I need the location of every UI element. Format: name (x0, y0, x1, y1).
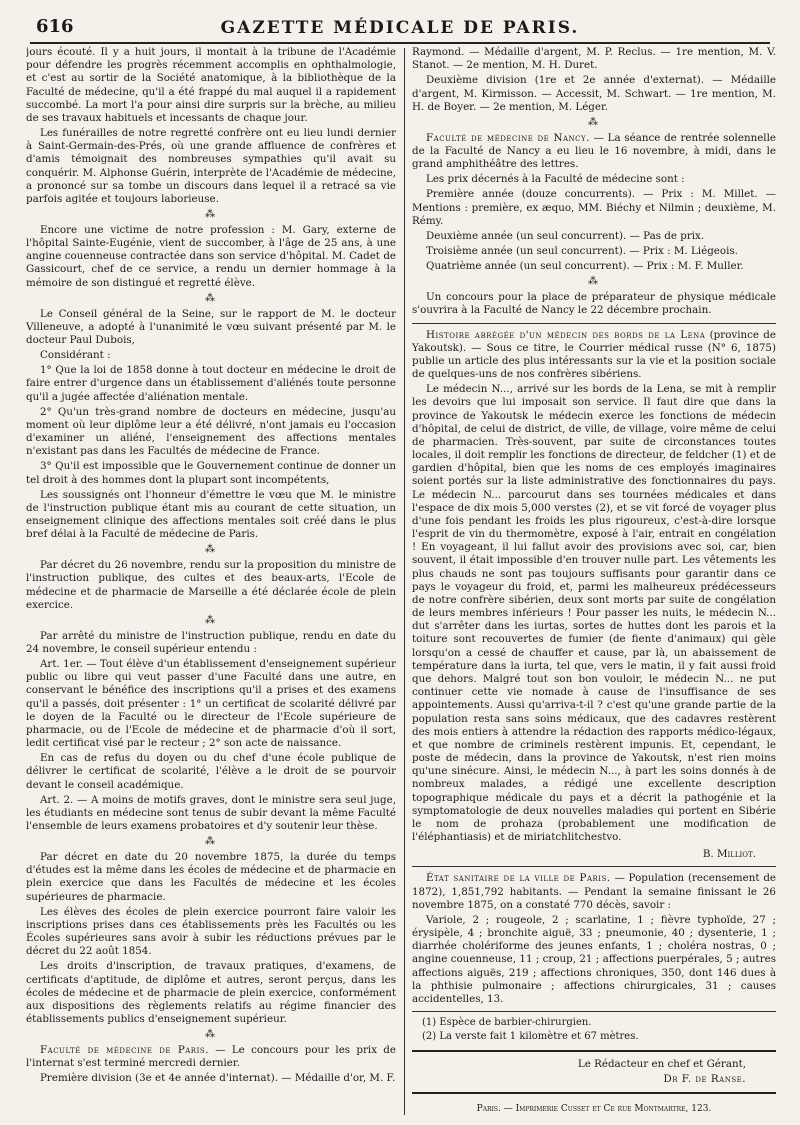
editor-block (412, 1058, 776, 1086)
first-division-paragraph: Première division (3e et 4e année d'internat). — Médaille d'or, M. F. (40, 1072, 396, 1085)
footnote-2: (2) La verste fait 1 kilomètre et 67 mètres. (422, 1030, 639, 1042)
arrete-paragraph: Par arrêté du ministre de l'instruction publique, rendu en date du 24 novembre, le conseil supérieur entendu : (26, 629, 396, 655)
prize-year-4: Quatrième année (un seul concurrent). — Prix : M. F. Muller. (426, 260, 744, 273)
printer-line: Paris. — Imprimerie Cusset et Ce rue Montmartre, 123. (476, 1104, 712, 1115)
prizes-intro: Les prix décernés à la Faculté de médecine sont : (426, 173, 685, 186)
considerant-item: 3° Qu'il est impossible que le Gouvernement continue de donner un tel droit à des hommes dont la plupart sont incompétents, (26, 460, 396, 486)
decree-duration-paragraph: Par décret en date du 20 novembre 1875, la durée du temps d'études est la même dans les écoles de médecine et de pharmacie en plein exercice que dans les Facultés de médecine et les écoles supérieures de pharmacie. (26, 851, 396, 903)
paris-faculty-body: — Le concours pour les prix de l'internat s'est terminé mercredi dernier. (26, 1044, 396, 1070)
left-column (26, 46, 396, 1117)
decree-marseille-paragraph: Par décret du 26 novembre, rendu sur la proposition du ministre de l'instruction publique, des cultes et des beaux-arts, l'Ecole de médecine et de pharmacie de Marseille a été déclarée école de plein exercice. (26, 559, 396, 611)
funeral-paragraph: Les funérailles de notre regretté confrère ont eu lieu lundi dernier à Saint-Germain-des-Prés, où une grande affluence de confrères et d'amis témoignait des nombreuses sympathies qu'il avait su conquérir. M. Alphonse Guérin, interprète de l'Académie de médecine, a prononcé sur sa tombe un discours dans lequel il a retracé sa vie parfois agitée et toujours laborieuse. (26, 127, 396, 205)
section-separator: ⁂ (205, 614, 217, 626)
lena-heading: Histoire abrégée d'un médecin des bords de la Lena (426, 328, 706, 341)
obituary-paragraph: jours écouté. Il y a huit jours, il montait à la tribune de l'Académie pour défendre les progrès récemment accomplis en ophthalmologie, et c'est au sortir de la Société anatomique, à la bibliothèque de la Faculté de médecine, qu'il a été frappé du mal auquel il a rapidement succombé. La mort l'a pour ainsi dire surpris sur la brèche, au milieu de ses travaux habituels et incessants de chaque jour. (26, 46, 396, 124)
journal-title: GAZETTE MÉDICALE DE PARIS. (220, 18, 580, 38)
section-rule (412, 323, 776, 324)
prize-continuation: Raymond. — Médaille d'argent, M. P. Reclus. — 1re mention, M. V. Stanot. — 2e mention, M. H. Duret. (412, 46, 776, 72)
paris-faculty-paragraph (26, 1044, 396, 1070)
section-rule (412, 866, 776, 867)
article-2: Art. 2. — A moins de motifs graves, dont le ministre sera seul juge, les étudiants en médecine sont tenus de subir devant la même Faculté l'ensemble de leurs examens probatoires et d'y soutenir leur thèse. (26, 793, 396, 833)
considerant-item: 2° Qu'un très-grand nombre de docteurs en médecine, jusqu'au moment où leur diplôme leur a été délivré, n'ont jamais eu l'occasion d'examiner un aliéné, l'enseignement des affections mentales n'existant pas dans les Facultés de médecine de France. (26, 405, 396, 458)
article-1-refusal: En cas de refus du doyen ou du chef d'une école publique de délivrer le certificat de scolarité, l'élève a le droit de se pourvoir devant le conseil académique. (26, 752, 396, 791)
second-division-paragraph: Deuxième division (1re et 2e année d'externat). — Médaille d'argent, M. Kirmisson. — Accessit, M. Schwart. — 1re mention, M. H. de Boyer. — 2e mention, M. Léger. (412, 74, 776, 113)
page-number: 616 (36, 16, 74, 37)
wish-paragraph: Les soussignés ont l'honneur d'émettre le vœu que M. le ministre de l'instruction publique étant mis au courant de cette situation, un enseignement clinique des affections mentales soit créé dans le plus bref délai à la Faculté de médecine de Paris. (26, 488, 396, 541)
right-column (412, 46, 776, 1117)
council-paragraph: Le Conseil général de la Seine, sur le rapport de M. le docteur Villeneuve, a adopté à l'unanimité le vœu suivant présenté par M. le docteur Paul Dubois, (26, 307, 396, 346)
nancy-concours-paragraph: Un concours pour la place de préparateur de physique médicale s'ouvrira à la Faculté de Nancy le 22 décembre prochain. (412, 291, 776, 317)
column-divider (404, 48, 405, 1115)
fees-paragraph: Les droits d'inscription, de travaux pratiques, d'examens, de certificats d'aptitude, de diplôme et autres, seront perçus, dans les écoles de médecine et de pharmacie de plein exercice, conformément aux dispositions des règlements relatifs au régime financier des établissements publics d'enseignement supérieur. (26, 960, 396, 1026)
footnote-1: (1) Espèce de barbier-chirurgien. (422, 1017, 592, 1029)
nancy-faculty-body: — La séance de rentrée solennelle de la Faculté de Nancy a eu lieu le 16 novembre, à midi, dans le grand amphithéâtre des lettres. (412, 131, 776, 170)
sanitary-state-heading: État sanitaire de la ville de Paris. (426, 872, 611, 885)
prize-year-2: Deuxième année (un seul concurrent). — Pas de prix. (426, 229, 705, 242)
section-separator: ⁂ (205, 1029, 217, 1041)
nancy-faculty-heading: Faculté de médecine de Nancy. (426, 131, 590, 144)
inscriptions-paragraph: Les élèves des écoles de plein exercice pourront faire valoir les inscriptions prises dans ces établissements près les Facultés ou les Écoles supérieures sans avoir à subir les réductions prévues par le décret du 22 août 1854. (26, 905, 396, 958)
paris-faculty-heading: Faculté de médecine de Paris. (40, 1044, 209, 1057)
editor-line: Le Rédacteur en chef et Gérant, (577, 1057, 746, 1070)
prize-year-1: Première année (douze concurrents). — Prix : M. Millet. — Mentions : première, ex æquo, MM. Biéchy et Nilmin ; deuxième, M. Rémy. (412, 188, 776, 227)
lena-story-paragraph: Le médecin N..., arrivé sur les bords de la Lena, se mit à remplir les devoirs que lui imposait son service. Il faut dire que dans la province de Yakoutsk le médecin exerce les fonctions de médecin d'hôpital, de celui de district, de ville, de village, voire même de celui de pharmacien. Très-souvent, par suite de circonstances toutes locales, il doit remplir les fonctions de directeur, de feldcher (1) et de gardien d'hôpital, bien que les noms de ces employés imaginaires soient portés sur la liste administrative des fonctionnaires du pays. Le médecin N... parcourut dans ses tournées médicales et dans l'espace de dix mois 5,000 verstes (2), et se vit forcé de voyager plus d'une fois pendant les froids les plus rigoureux, c'est-à-dire lorsque l'esprit de vin du thermomètre, exposé à l'air, entrait en congélation ! En voyageant, il lui fallut avoir des provisions avec soi, car, bien souvent, il était impossible d'en trouver nulle part. Les vêtements les plus chauds ne sont pas toujours suffisants pour garantir dans ce pays le voyageur du froid, et, parmi les malheureux prédécesseurs de notre confrère sibérien, deux sont morts par suite de congélation de leurs membres inférieurs ! Pour passer les nuits, le médecin N... dut s'arrêter dans les iurtas, sortes de huttes dont les parois et la toiture sont recouvertes de fumier (de fiente d'animaux) qui gèle lorsqu'on a cessé de chauffer et cause, par là, un abaissement de température dans la iurta, tel que, vers le matin, il y fait aussi froid que dehors. Malgré tout son bon vouloir, le médecin N... ne put continuer cette vie nomade à cause de l'insuffisance de ses appointements. Aussi qu'arriva-t-il ? c'est qu'une grande partie de la population resta sans soins médicaux, que des cadavres restèrent des mois entiers à attendre la rédaction des rapports médico-légaux, et que nombre de criminels restèrent impunis. Et, cependant, le poste de médecin, dans la province de Yakoutsk, n'est rien moins qu'une sinécure. Ainsi, le médecin N..., à part les soins donnés à de nombreux malades, a rédigé une excellente description topographique médicale du pays et a décrit la pathogénie et la symptomatologie de deux nouvelles maladies qui portent en Sibérie le nom de prohaza (probablement une modification de l'éléphantiasis) et de miriatchlitchestvo. (412, 383, 776, 844)
lena-intro-body: (province de Yakoutsk). — Sous ce titre, le Courrier médical russe (N° 6, 1875) publie un article des plus intéressants sur la vie et la position sociale de quelques-uns de nos confrères sibériens. (412, 328, 776, 381)
victim-paragraph: Encore une victime de notre profession : M. Gary, externe de l'hôpital Sainte-Eugénie, vient de succomber, à l'âge de 25 ans, à une angine couenneuse contractée dans son service d'hôpital. M. Cadet de Gassicourt, chef de ce service, a rendu un dernier hommage à la mémoire de son distingué et regretté élève. (26, 223, 396, 289)
sanitary-state-body: — Population (recensement de 1872), 1,851,792 habitants. — Pendant la semaine finissant le 26 novembre 1875, on a constaté 770 décès, savoir : (412, 872, 776, 911)
printer-rule (412, 1092, 776, 1094)
section-separator: ⁂ (588, 276, 600, 288)
article-signature: B. Milliot. (702, 848, 756, 861)
section-separator: ⁂ (588, 116, 600, 128)
nancy-faculty-paragraph (412, 132, 776, 172)
sanitary-state-paragraph (412, 872, 776, 912)
section-separator: ⁂ (205, 292, 217, 304)
editor-rule (412, 1050, 776, 1052)
section-separator: ⁂ (205, 836, 217, 848)
lena-intro-paragraph (412, 329, 776, 382)
editor-name: Dr F. de Ranse. (663, 1072, 746, 1085)
considerant-label: Considérant : (40, 349, 111, 362)
page-header (30, 12, 770, 44)
prize-year-3: Troisième année (un seul concurrent). — Prix : M. Liégeois. (426, 245, 738, 258)
section-separator: ⁂ (205, 544, 217, 556)
footnote-rule (412, 1011, 776, 1012)
considerant-item: 1° Que la loi de 1858 donne à tout docteur en médecine le droit de faire entrer d'urgence dans un établissement d'aliénés toute personne qu'il a jugée affectée d'aliénation mentale. (26, 364, 396, 403)
mortality-list: Variole, 2 ; rougeole, 2 ; scarlatine, 1 ; fièvre typhoïde, 27 ; érysipèle, 4 ; bronchite aiguë, 33 ; pneumonie, 40 ; dysenterie, 1 ; diarrhée cholériforme des jeunes enfants, 1 ; choléra nostras, 0 ; angine couenneuse, 11 ; croup, 21 ; affections puerpérales, 5 ; autres affections aiguës, 219 ; affections chroniques, 350, dont 146 dues à la phthisie pulmonaire ; affections chirurgicales, 31 ; causes accidentelles, 13. (412, 913, 776, 1005)
section-separator: ⁂ (205, 209, 217, 221)
article-1: Art. 1er. — Tout élève d'un établissement d'enseignement supérieur public ou libre qui veut passer d'une Faculté dans une autre, en conservant le bénéfice des inscriptions qu'il a prises et des examens qu'il a passés, doit présenter : 1° un certificat de scolarité délivré par le doyen de la Faculté ou le directeur de l'Ecole supérieure de pharmacie, ou de l'Ecole de médecine et de pharmacie d'où il sort, ledit certificat visé par le recteur ; 2° son acte de naissance. (26, 658, 396, 750)
